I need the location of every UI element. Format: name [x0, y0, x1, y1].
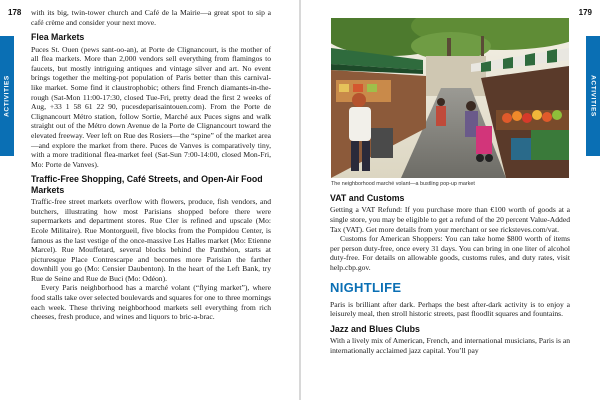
nightlife-heading: NIGHTLIFE — [330, 279, 402, 295]
left-column — [31, 8, 271, 322]
section-tab-label: ACTIVITIES — [589, 75, 597, 117]
traffic-free-heading: Traffic-Free Shopping, Café Streets, and Open-Air Food Markets — [31, 174, 263, 195]
nightlife-paragraph: Paris is brilliant after dark. Perhaps the best after-dark activity is to enjoy a leisurely meal, then stroll historic streets, past floodlit squares and fountains. — [330, 299, 570, 319]
jazz-paragraph: With a lively mix of American, French, and international musicians, Paris is an internationally acclaimed jazz capital. You’ll pay — [330, 336, 570, 355]
right-page — [301, 0, 600, 400]
traffic-free-paragraph-2: Every Paris neighborhood has a marché volant (“flying market”), where food stalls take over selected boulevards and squares for one to three mornings each week. These thriving neighborhood markets sell everything from rich cheeses, fresh produce, and wines and liquors to bric-a-brac. — [31, 283, 271, 322]
page-number: 179 — [578, 8, 592, 17]
traffic-free-paragraph-1: Traffic-free street markets overflow with flowers, produce, fish vendors, and butchers, illustrating how most Parisians shopped before there were supermarkets and department stores. Rue Cler is refined and upscale (Mo: Ecole Militaire). Rue Montorgueil, five blocks from the Pompidou Center, is famous as the last vestige of the once-massive Les Halles market (Mo: Etienne Marcel). Rue Mouffetard, several blocks behind the Panthéon, starts at picturesque Place Contrescarpe and becomes more Parisian the farther downhill you go (Mo: Censier Daubenton). In the heart of the Left Bank, try Rue de Seine and Rue de Buci (Mo: Odéon). — [31, 197, 271, 283]
flea-markets-heading: Flea Markets — [31, 32, 85, 43]
vat-paragraph-2: Customs for American Shoppers: You can take home $800 worth of items per person duty-free, once every 31 days. You can bring in one liter of alcohol duty-free. For details on allowable goods, customs rules, and duty rates, visit help.cbp.gov. — [330, 234, 570, 272]
intro-paragraph: with its big, twin-tower church and Café de la Mairie—a great spot to sip a café crème and consider your next move. — [31, 8, 271, 27]
market-photo — [331, 18, 569, 178]
right-column — [330, 193, 570, 355]
section-tab — [0, 36, 14, 156]
photo-caption: The neighborhood marché volant—a bustling pop-up market — [331, 181, 475, 187]
left-page — [0, 0, 299, 400]
jazz-heading: Jazz and Blues Clubs — [330, 323, 420, 334]
section-tab — [586, 36, 600, 156]
vat-heading: VAT and Customs — [330, 193, 405, 203]
page-number: 178 — [8, 8, 22, 17]
section-tab-label: ACTIVITIES — [3, 75, 11, 117]
flea-markets-paragraph: Puces St. Ouen (pews sant-oo-an), at Porte de Clignancourt, is the mother of all flea markets. More than 2,000 vendors sell everything from flamingos to faucets, but mostly intriguing antiques and vintage silver and art. No event brings together the melting-pot population of Paris better than this carnival-like market. Some find it claustrophobic; others find French diamants-in-the-rough (Sat-Mon 11:00-17:30, closed Tue-Fri, pretty dead the first 2 weeks of Aug, +33 1 58 61 22 90, pucesdeparisaintouen.com). From the Porte de Clignancourt Métro station, follow Sortie, Marché aux Puces signs and walk straight out of the Métro down Avenue de la Porte de Clignancourt toward the elevated freeway. Veer left on Rue des Rosiers—the “spine” of the market area—and explore the market from there. Puces de Vanves is comparatively tiny, with a more traditional flea-market feel (Sat-Sun 7:00-14:00, closed Mon-Fri, Mo: Porte de Vanves). — [31, 44, 271, 169]
vat-paragraph-1: Getting a VAT Refund: If you purchase more than €100 worth of goods at a single store, you may be eligible to get a refund of the 20 percent Value-Added Tax (VAT). Get more details from your merchant or see ricksteves.com/vat. — [330, 205, 570, 234]
